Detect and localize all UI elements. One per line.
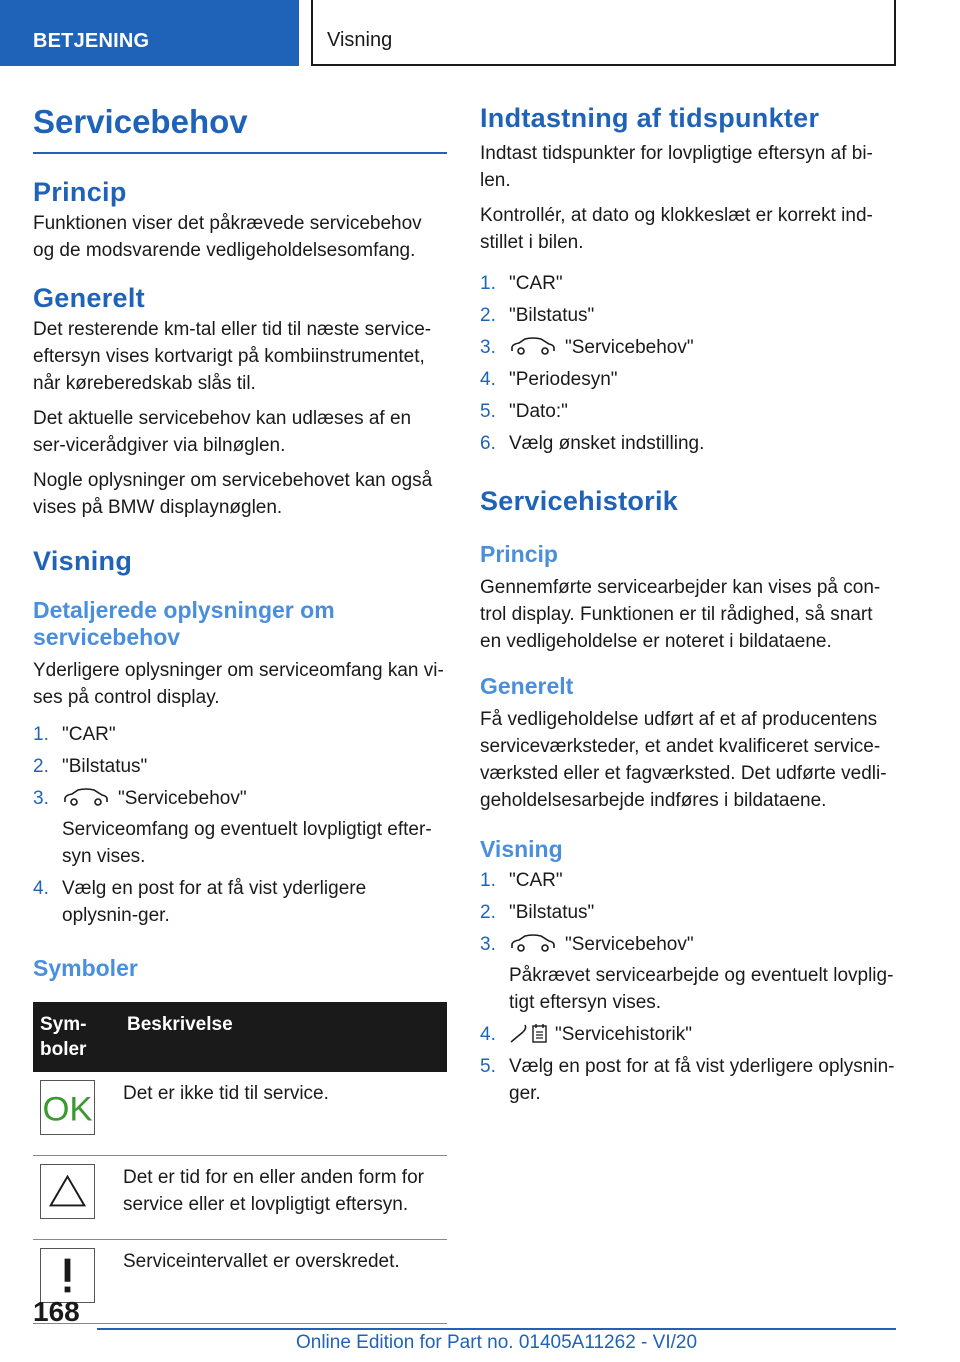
list-item: 5. "Dato:": [480, 401, 568, 422]
car-icon: [509, 336, 557, 356]
princip-text: Funktionen viser det påkrævede servicebehov og de modsvarende vedligeholdelsesomfang.: [33, 213, 422, 261]
list-item: 3. "Servicebehov": [480, 337, 694, 358]
section-tab: BETJENING: [0, 0, 299, 66]
exclamation-icon: [40, 1248, 95, 1303]
visning-subheading: Detaljerede oplysninger om servicebehov: [33, 597, 335, 650]
princip-heading: Princip: [33, 177, 127, 207]
indtastning-steps: [480, 270, 896, 457]
car-icon: [62, 787, 110, 807]
list-item: 4. "Periodesyn": [480, 369, 618, 390]
list-item: 5. Vælg en post for at få vist yderligere oplysnin-ger.: [480, 1056, 895, 1104]
table-row: Det er tid for en eller anden form for service eller et lovpligtigt eftersyn.: [33, 1156, 447, 1240]
symbols-table: [33, 1002, 447, 1324]
list-item: 1. "CAR": [480, 870, 563, 891]
chapter-tab: Visning: [311, 0, 896, 66]
table-header-symbols: Sym-boler: [33, 1002, 120, 1072]
generelt-p3: Nogle oplysninger om servicebehovet kan også vises på BMW displaynøglen.: [33, 470, 433, 518]
servicehistorik-heading: Servicehistorik: [480, 486, 679, 516]
page-footer: [0, 1296, 960, 1362]
historik-visning-heading: Visning: [480, 836, 563, 862]
historik-generelt-text: Få vedligeholdelse udført af et af producentens serviceværksteder, et andet kvalificeret service-værksted eller et fagværksted. Det udførte vedli-geholdelsesarbejde indføres i bildataene.: [480, 709, 887, 811]
indtastning-p2: Kontrollér, at dato og klokkeslæt er korrekt ind-stillet i bilen.: [480, 205, 873, 253]
indtastning-heading: Indtastning af tidspunkter: [480, 103, 820, 133]
table-row: Serviceintervallet er overskredet.: [33, 1240, 447, 1324]
list-item: 3. "Servicebehov" Serviceomfang og eventuelt lovpligtigt efter-syn vises.: [33, 788, 432, 867]
page-title: Servicebehov: [33, 100, 447, 154]
table-header-description: Beskrivelse: [120, 1002, 447, 1072]
edition-text: Online Edition for Part no. 01405A11262 - VI/20: [295, 1332, 698, 1353]
service-history-icon: [509, 1022, 549, 1044]
historik-steps: [480, 867, 896, 1107]
historik-princip-heading: Princip: [480, 541, 558, 567]
list-item: 2. "Bilstatus": [480, 305, 595, 326]
visning-steps: [33, 721, 447, 929]
indtastning-p1: Indtast tidspunkter for lovpligtige eftersyn af bi-len.: [480, 143, 873, 191]
list-item: 3. "Servicebehov" Påkrævet servicearbejde og eventuelt lovplig-tigt eftersyn vises.: [480, 934, 894, 1013]
table-row: OK Det er ikke tid til service.: [33, 1072, 447, 1156]
list-item: 2. "Bilstatus": [33, 756, 148, 777]
svg-text:OK: OK: [42, 1090, 93, 1129]
generelt-p2: Det aktuelle servicebehov kan udlæses af en ser-vicerådgiver via bilnøglen.: [33, 408, 412, 456]
visning-intro: Yderligere oplysninger om serviceomfang kan vi-ses på control display.: [33, 660, 444, 708]
list-item: 1. "CAR": [480, 273, 563, 294]
list-item: 4. "Servicehistorik": [480, 1021, 896, 1048]
generelt-p1: Det resterende km-tal eller tid til næste service-eftersyn vises kortvarigt på kombiinstrumentet, når køreberedskab slås til.: [33, 319, 432, 394]
right-column: [480, 100, 896, 1112]
warning-triangle-icon: [40, 1164, 95, 1219]
car-icon: [509, 933, 557, 953]
visning-heading: Visning: [33, 546, 133, 576]
footer-divider: [97, 1328, 896, 1330]
symboler-heading: Symboler: [33, 955, 138, 981]
list-item: 4. Vælg en post for at få vist yderligere oplysnin-ger.: [33, 878, 367, 926]
ok-icon: [40, 1080, 95, 1135]
historik-princip-text: Gennemførte servicearbejder kan vises på con-trol display. Funktionen er til rådighed, så snart en vedligeholdelse er noteret i bildataene.: [480, 577, 881, 652]
list-item: 2. "Bilstatus": [480, 902, 595, 923]
page-header: [0, 0, 960, 66]
historik-generelt-heading: Generelt: [480, 673, 574, 699]
left-column: [33, 100, 447, 1324]
page-number: 168: [33, 1296, 80, 1327]
list-item: 1. "CAR": [33, 724, 116, 745]
generelt-heading: Generelt: [33, 283, 145, 313]
list-item: 6. Vælg ønsket indstilling.: [480, 433, 705, 454]
